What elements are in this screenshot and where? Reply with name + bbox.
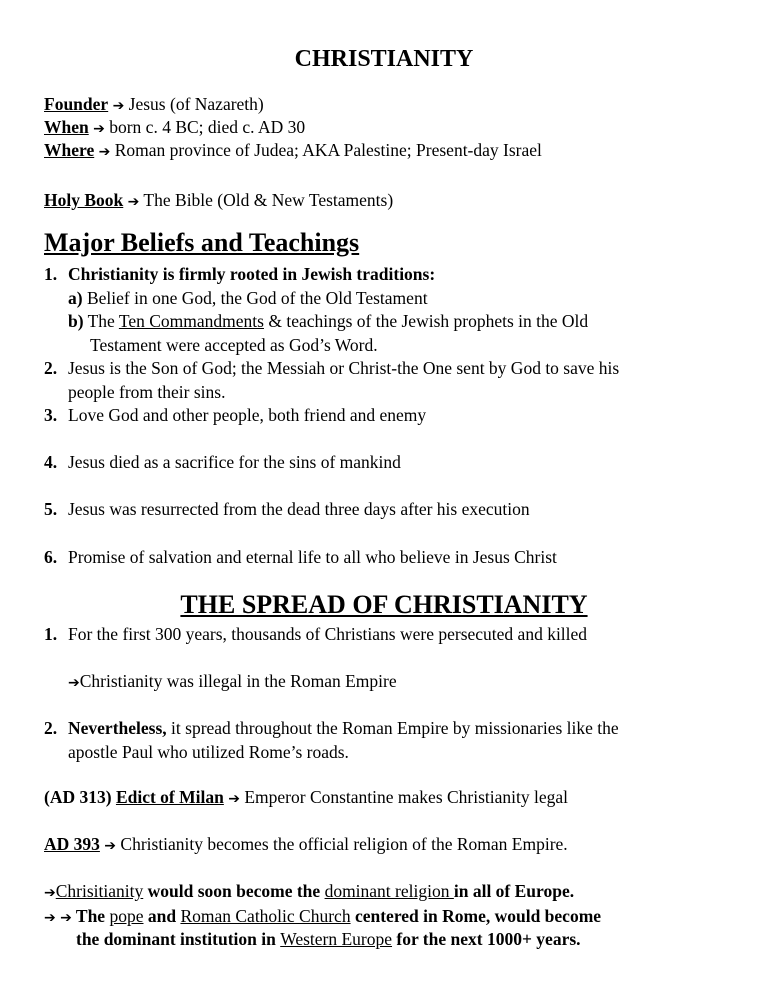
founder-line <box>44 93 264 117</box>
arrow-icon <box>104 834 116 854</box>
where-value: Roman province of Judea; AKA Palestine; Present-day Israel <box>110 140 542 160</box>
text: would soon become the <box>143 881 325 901</box>
belief-subitem <box>68 287 428 309</box>
text: dominant religion <box>324 881 454 901</box>
text: The <box>71 906 110 926</box>
subitem-continuation: Testament were accepted as God’s Word. <box>90 335 378 355</box>
arrow-icon <box>99 140 111 160</box>
beliefs-heading: Major Beliefs and Teachings <box>44 228 360 257</box>
item-text: Promise of salvation and eternal life to all who believe in Jesus Christ <box>68 547 557 567</box>
edict-line <box>44 786 568 810</box>
arrow-icon <box>113 94 125 114</box>
holy-book-label: Holy Book <box>44 190 124 210</box>
text: Western Europe <box>280 929 393 949</box>
arrow-icon <box>68 671 80 691</box>
when-value: born c. 4 BC; died c. AD 30 <box>104 117 306 137</box>
text: and <box>143 906 181 926</box>
date-label: (AD 313) <box>44 787 116 807</box>
ten-commandments-text: Ten Commandments <box>118 311 264 331</box>
text: Roman Catholic Church <box>180 906 351 926</box>
text: pope <box>109 906 144 926</box>
arrow-icon <box>44 906 56 926</box>
subitem-label: b) <box>68 311 84 331</box>
edict-text: Emperor Constantine makes Christianity legal <box>239 787 569 807</box>
item-number: 2. <box>44 718 58 738</box>
where-label: Where <box>44 140 95 160</box>
belief-item <box>44 451 401 473</box>
text: centered in Rome, would become <box>350 906 602 926</box>
belief-item <box>44 357 619 379</box>
arrow-icon <box>93 117 105 137</box>
text: the dominant institution in <box>76 929 281 949</box>
item-emphasis: Nevertheless, <box>68 718 167 738</box>
arrow-icon <box>44 881 56 901</box>
founder-label: Founder <box>44 94 109 114</box>
belief-item <box>44 546 557 568</box>
spread-item <box>44 717 619 739</box>
when-label: When <box>44 117 89 137</box>
item-text: Jesus was resurrected from the dead three days after his execution <box>68 499 530 519</box>
page-title: CHRISTIANITY <box>294 46 474 72</box>
date-label: AD 393 <box>44 834 100 854</box>
item-text: Jesus is the Son of God; the Messiah or Christ-the One sent by God to save his <box>68 358 620 378</box>
item-number: 5. <box>44 499 58 519</box>
holy-book-value: The Bible (Old & New Testaments) <box>139 190 394 210</box>
item-number: 3. <box>44 405 58 425</box>
belief-subitem <box>68 310 588 332</box>
subitem-label: a) <box>68 288 83 308</box>
spread-item <box>44 623 587 645</box>
arrow-icon <box>228 787 240 807</box>
founder-value: Jesus (of Nazareth) <box>124 94 264 114</box>
spread-subpoint <box>68 670 397 694</box>
item-text: Love God and other people, both friend and enemy <box>68 405 427 425</box>
where-line <box>44 139 542 163</box>
item-continuation: apostle Paul who utilized Rome’s roads. <box>68 742 349 762</box>
item-number: 1. <box>44 264 58 284</box>
item-number: 1. <box>44 624 58 644</box>
belief-item <box>44 263 435 285</box>
text: in all of Europe. <box>453 881 575 901</box>
item-text: it spread throughout the Roman Empire by missionaries like the <box>166 718 619 738</box>
subitem-text: The <box>83 311 119 331</box>
subitem-text: & teachings of the Jewish prophets in the Old <box>263 311 589 331</box>
official-religion-text: Christianity becomes the official religion of the Roman Empire. <box>116 834 568 854</box>
item-text: For the first 300 years, thousands of Christians were persecuted and killed <box>68 624 588 644</box>
belief-item <box>44 404 426 426</box>
subitem-text: Belief in one God, the God of the Old Testament <box>82 288 428 308</box>
when-line <box>44 116 305 140</box>
official-religion-line <box>44 833 568 857</box>
text: for the next 1000+ years. <box>392 929 581 949</box>
item-text: Christianity is firmly rooted in Jewish traditions: <box>68 264 436 284</box>
text: Chrisitianity <box>55 881 144 901</box>
conclusion-line <box>44 905 601 929</box>
edict-label: Edict of Milan <box>115 787 224 807</box>
belief-item <box>44 498 530 520</box>
item-text: Jesus died as a sacrifice for the sins of mankind <box>68 452 401 472</box>
arrow-icon <box>128 190 140 210</box>
conclusion-continuation <box>76 928 581 950</box>
item-number: 4. <box>44 452 58 472</box>
conclusion-line <box>44 880 574 904</box>
arrow-icon <box>60 906 72 926</box>
item-number: 6. <box>44 547 58 567</box>
subpoint-text: Christianity was illegal in the Roman Empire <box>79 671 397 691</box>
item-continuation: people from their sins. <box>68 382 226 402</box>
holy-book-line <box>44 189 393 213</box>
spread-heading: THE SPREAD OF CHRISTIANITY <box>180 590 588 619</box>
item-number: 2. <box>44 358 58 378</box>
